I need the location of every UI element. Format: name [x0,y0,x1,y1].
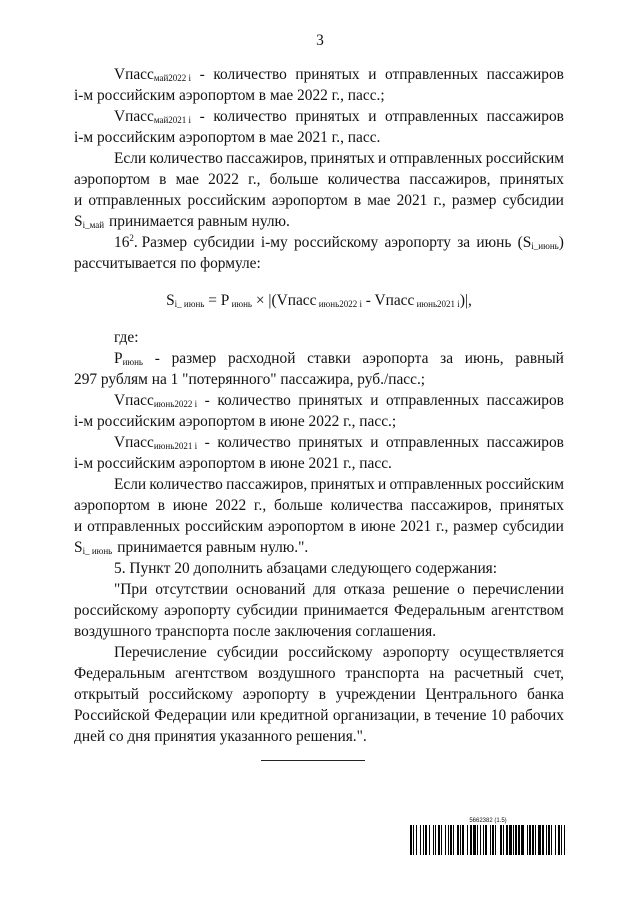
text-line [74,253,564,274]
word: осуществляется [459,644,564,661]
text-line [74,495,564,516]
text-line [74,579,564,600]
word: течение [435,707,487,724]
word: и [74,518,83,535]
word: расчетный [454,665,524,682]
barcode-label: 5662382 (1.5) [469,818,507,824]
word: и [368,66,377,83]
word: и [377,476,387,493]
word: отправленных [389,150,483,167]
line-text: принимается равным нулю. [109,213,290,230]
text-line [74,684,564,705]
word: отправленных [87,518,181,535]
line-text: 297 рублям на 1 "потерянного" пассажира, руб./пасс.; [74,371,426,388]
word: пассажиров, [226,476,308,493]
word: отказа [343,581,385,598]
word: перечислении [472,581,564,598]
word: транспорта [345,665,420,682]
word: российским [184,518,264,535]
word: аэропорту [382,644,450,661]
formula-expression: $S_{i\_ июнь} = P$ $_{июнь}$ × |(Vпасс $_{июнь2022 i}$ - Vпасс $_{июнь2021 i}$)|, [166,292,472,309]
word: г., [248,171,261,188]
text-line [74,558,564,579]
word: принятых [295,108,360,125]
word: отсутствии [155,581,229,598]
word: г., [436,518,449,535]
word: количество [213,66,287,83]
word: размер [453,518,498,535]
word: принятых [499,497,564,514]
word: российским [485,476,564,493]
text-line [74,621,564,642]
word: в [318,686,327,703]
word: Российской [74,707,150,724]
word: Федерации [154,707,227,724]
word: аэропорта [362,350,429,367]
word: или [231,707,256,724]
word: для [313,581,336,598]
word: пассажиров [486,434,564,451]
text-line [74,390,564,411]
signature-separator [261,760,365,761]
text-line [74,348,564,369]
word: г., [253,497,267,514]
word: в [159,171,167,188]
text-line [74,537,564,558]
word: принятых [295,66,360,83]
dash: - [199,108,205,125]
word: 2022 [215,497,247,514]
word: отправленных [385,66,479,83]
word: и [368,108,377,125]
word: мае [175,171,199,188]
word: принимается [303,602,389,619]
word: в [353,192,362,209]
word: пассажиров [486,66,564,83]
formula [74,290,564,311]
word: отправленных [389,476,483,493]
text-line [74,726,564,747]
word: Если [114,476,147,493]
word: равный [515,350,564,367]
word: 2021 [396,192,428,209]
barcode-bar [564,825,565,855]
line-text: рассчитывается по формуле: [74,255,261,272]
word: в [348,518,356,535]
dash: - [204,392,210,409]
dash: - [154,350,160,367]
word: на [429,665,445,682]
word: принятых [499,171,564,188]
word: учреждении [335,686,416,703]
line-text: i-м российским аэропортом в июне 2022 г., пасс.; [74,413,397,430]
word: рабочих [510,707,564,724]
word: "При [114,581,148,598]
word: отправленных [88,192,182,209]
word: агентством [491,602,564,619]
word: открытый [74,686,140,703]
line-text: воздушного транспорта после заключения соглашения. [74,623,437,640]
word: счет, [533,665,564,682]
word: в [157,497,165,514]
formula-term: $(S_{i\_июнь})$ [517,234,564,251]
line-text: дней со дня принятия указанного решения.". [74,728,367,745]
text-line [74,642,564,663]
word: отправленных [386,392,480,409]
word: агентством [175,665,248,682]
formula-term: $S_{i\_май}$ [74,213,105,230]
word: больше [269,171,319,188]
word: принятых [298,392,363,409]
line-text: i-м российским аэропортом в мае 2022 г., пасс.; [74,87,385,104]
text-line [74,232,564,253]
word: пассажиров [486,392,564,409]
word: Центрального [425,686,518,703]
word: о [457,581,465,598]
text-line [74,474,564,495]
text-line [74,327,564,348]
word: количество [149,150,223,167]
word: пассажиров, [410,497,492,514]
word: Федеральным [74,665,166,682]
formula-term: Vпасс$_{май2021 i}$ [114,108,192,125]
word: отправленных [385,108,479,125]
word: 10 [490,707,507,724]
formula-term: $S_{i\_ июнь}$ [74,539,113,556]
word: аэропорту [164,602,231,619]
word: количества [327,171,401,188]
word: субсидии [502,192,564,209]
word: принятых [298,434,363,451]
word: российскому [148,686,233,703]
text-line [74,663,564,684]
text-line [74,148,564,169]
word: кредитной [259,707,329,724]
word: количество [213,108,287,125]
word: количество [217,392,291,409]
word: аэропортом [271,192,348,209]
text-line [74,705,564,726]
word: аэропортом [74,497,150,514]
word: 2021 [400,518,432,535]
text-line [74,211,564,232]
word: и [370,434,379,451]
line-text: 5. Пункт 20 дополнить абзацами следующего содержания: [114,560,498,577]
clause-number: $16^2$. Размер [114,233,188,251]
word: российскому [74,602,159,619]
text-line [74,516,564,537]
word: субсидии [193,234,255,251]
word: больше [273,497,323,514]
word: принятых [310,476,375,493]
text-line [74,432,564,453]
word: организации, [332,707,420,724]
word: и [370,392,379,409]
text-line [74,411,564,432]
word: субсидии [502,518,564,535]
formula-term: Vпасс$_{май2022 i}$ [114,66,192,83]
text-line [74,85,564,106]
word: субсидии [236,602,298,619]
line-text: принимается равным нулю.". [117,539,309,556]
formula-term: Vпасс$_{июнь2022 i}$ [114,392,198,409]
text-line [74,190,564,211]
text-line [74,600,564,621]
word: i-му [260,234,288,251]
word: воздушного [257,665,336,682]
text-line [74,106,564,127]
word: отправленных [386,434,480,451]
word: мае [367,192,391,209]
text-line [74,369,564,390]
word: количества [330,497,403,514]
line-text: где: [114,329,139,346]
word: г., [433,192,446,209]
word: российским [187,192,266,209]
page-number: 3 [316,32,324,49]
word: субсидии [216,644,279,661]
line-text: i-м российским аэропортом в мае 2021 г., пасс. [74,129,381,146]
word: пассажиров, [226,150,308,167]
word: расходной [227,350,296,367]
barcode-icon [410,825,566,855]
word: оснований [235,581,306,598]
dash: - [204,434,210,451]
word: пассажиров [486,108,564,125]
word: июне [360,518,396,535]
word: количество [149,476,223,493]
word: банка [527,686,564,703]
word: количество [217,434,291,451]
word: июне [172,497,208,514]
formula-term: $P_{июнь}$ [114,350,144,367]
word: российским [485,150,564,167]
word: аэропортом [74,171,150,188]
formula-term: Vпасс$_{июнь2021 i}$ [114,434,198,451]
word: за [457,234,471,251]
document-body [74,64,564,747]
word: июнь [476,234,512,251]
line-text: i-м российским аэропортом в июне 2021 г., пасс. [74,455,392,472]
word: в [423,707,432,724]
dash: - [199,66,205,83]
text-line [74,453,564,474]
word: аэропортом [267,518,344,535]
text-line [74,169,564,190]
text-line [74,127,564,148]
word: июнь, [464,350,504,367]
word: аэропорту [384,234,451,251]
word: Если [114,150,147,167]
text-line [74,64,564,85]
word: российскому [293,234,379,251]
word: и [74,192,83,209]
word: 2022 [208,171,239,188]
word: Перечисление [114,644,207,661]
word: размер [171,350,217,367]
word: аэропорту [242,686,310,703]
word: пассажиров, [409,171,491,188]
word: и [377,150,387,167]
word: Федеральным [394,602,486,619]
word: решение [392,581,450,598]
word: российскому [288,644,373,661]
word: принятых [310,150,375,167]
word: за [440,350,454,367]
word: размер [451,192,497,209]
document-barcode [410,817,566,855]
word: ставки [307,350,351,367]
